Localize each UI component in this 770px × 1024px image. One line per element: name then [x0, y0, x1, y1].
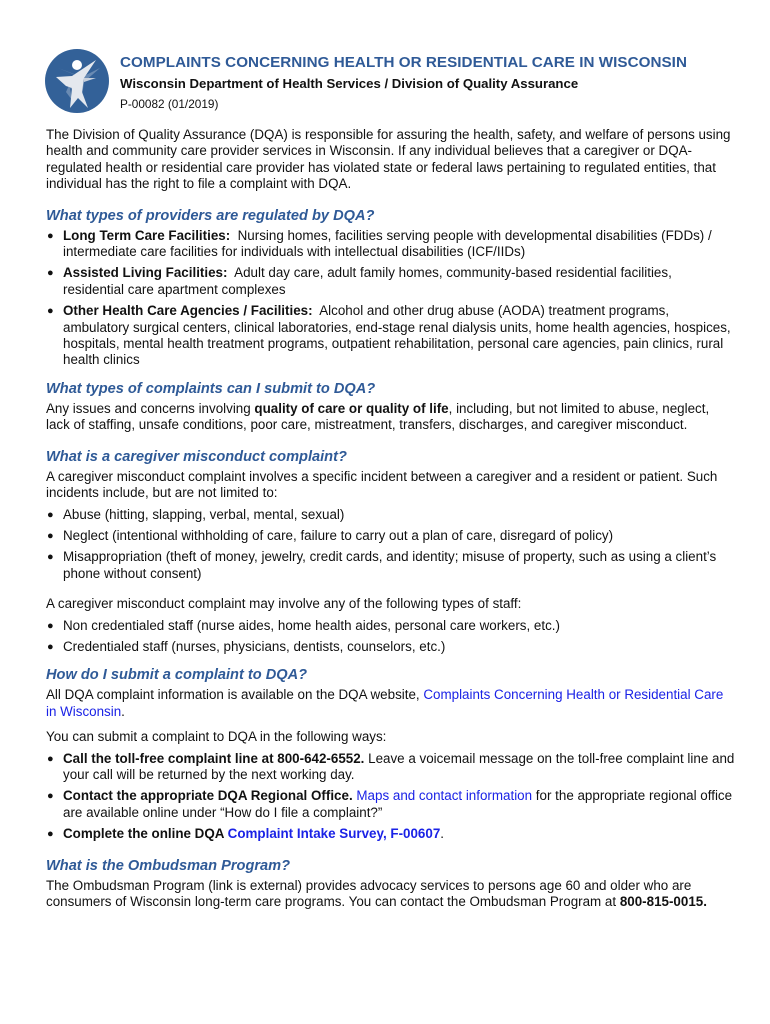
text: All DQA complaint information is available on the DQA website,	[46, 687, 424, 703]
header-text	[120, 54, 687, 111]
item-label: Long Term Care Facilities:	[63, 227, 231, 243]
bullet-icon: ●	[47, 640, 54, 653]
item-text: for the appropriate regional office are available online under “How do I file a complaint?”	[63, 788, 733, 820]
list-item	[46, 788, 736, 821]
bullet-icon: ●	[47, 305, 54, 318]
bullet-icon: ●	[47, 529, 54, 542]
section-heading: What is a caregiver misconduct complaint?	[46, 448, 347, 465]
incident-list	[46, 507, 736, 583]
item-label: Call the toll-free complaint line at 800-642-6552.	[63, 750, 365, 766]
staff-list	[46, 618, 736, 656]
item-label: Contact the appropriate DQA Regional Office.	[63, 788, 353, 804]
list-item	[46, 507, 736, 523]
item-text: Neglect (intentional withholding of care, failure to carry out a plan of care, disregard of policy)	[63, 527, 614, 543]
bullet-icon: ●	[47, 619, 54, 632]
item-label: Assisted Living Facilities:	[63, 265, 228, 281]
bullet-icon: ●	[47, 267, 54, 280]
item-text: Abuse (hitting, slapping, verbal, mental, sexual)	[63, 506, 345, 522]
bullet-icon: ●	[47, 790, 54, 803]
section-heading: What is the Ombudsman Program?	[46, 857, 291, 874]
bullet-icon: ●	[47, 508, 54, 521]
document-header	[44, 48, 734, 118]
submission-ways-list	[46, 751, 736, 843]
provider-list	[46, 228, 736, 369]
item-text: Leave a voicemail message on the toll-free complaint line and your call will be returned by the next working day.	[63, 750, 735, 782]
text: .	[121, 703, 125, 719]
document-body	[46, 127, 736, 921]
document-title: COMPLAINTS CONCERNING HEALTH OR RESIDENTIAL CARE IN WISCONSIN	[120, 54, 687, 71]
item-text: Non credentialed staff (nurse aides, home health aides, personal care workers, etc.)	[63, 617, 560, 633]
intro-paragraph: The Division of Quality Assurance (DQA) is responsible for assuring the health, safety, and welfare of persons using health and community care provider services in Wisconsin. If any individual believes that a caregiver or DQA-regulated health or residential care provider has violated state or federal laws pertaining to regulated entities, that individual has the right to file a complaint with DQA.	[46, 127, 731, 192]
section-complaint-types	[46, 380, 736, 434]
list-item	[46, 228, 736, 261]
text: The Ombudsman Program (link is external) provides advocacy services to persons age 60 and older who are consumers of Wisconsin long-term care programs. You can contact the Ombudsman Program at	[46, 877, 692, 909]
ways-intro: You can submit a complaint to DQA in the following ways:	[46, 729, 387, 745]
item-text: .	[440, 826, 444, 842]
section-heading: What types of complaints can I submit to DQA?	[46, 380, 376, 397]
list-item	[46, 303, 736, 369]
bullet-icon: ●	[47, 551, 54, 564]
complaint-types-paragraph	[46, 401, 736, 434]
item-label: Complete the online DQA	[63, 826, 228, 842]
ombudsman-phone: 800-815-0015.	[619, 894, 707, 909]
section-heading: How do I submit a complaint to DQA?	[46, 667, 308, 684]
website-paragraph	[46, 687, 736, 720]
spacer	[46, 720, 736, 729]
list-item	[46, 528, 736, 544]
staff-intro: A caregiver misconduct complaint may involve any of the following types of staff:	[46, 596, 522, 612]
item-label: Other Health Care Agencies / Facilities:	[63, 303, 313, 319]
bullet-icon: ●	[47, 229, 54, 242]
document-subtitle: Wisconsin Department of Health Services / Division of Quality Assurance	[120, 76, 579, 91]
list-item	[46, 549, 736, 582]
misconduct-intro: A caregiver misconduct complaint involves a specific incident between a caregiver and a resident or patient. Such incidents include, but are not limited to:	[46, 468, 718, 501]
section-caregiver-misconduct	[46, 448, 736, 656]
list-item	[46, 639, 736, 655]
section-ombudsman	[46, 857, 736, 911]
section-providers	[46, 207, 736, 369]
list-item	[46, 751, 736, 784]
document-id: P-00082 (01/2019)	[120, 97, 219, 111]
list-item	[46, 826, 736, 842]
maps-contact-link[interactable]: Maps and contact information	[356, 788, 533, 804]
emphasis-text: quality of care or quality of life	[254, 400, 449, 416]
text: Any issues and concerns involving	[46, 400, 255, 416]
wisconsin-dhs-logo-icon	[44, 48, 110, 114]
bullet-icon: ●	[47, 752, 54, 765]
item-text: Alcohol and other drug abuse (AODA) treatment programs, ambulatory surgical centers, clinical laboratories, end-stage renal dialysis units, home health agencies, hospices, hospitals, mental health treatment programs, outpatient rehabilitation, personal care agencies, pain clinics, rural health clinics	[63, 303, 735, 368]
dqa-website-link[interactable]: Complaints Concerning Health or Residential Care in Wisconsin	[46, 687, 724, 719]
item-text: Adult day care, adult family homes, community-based residential facilities, residential care apartment complexes	[63, 265, 676, 297]
complaint-intake-survey-link[interactable]: Complaint Intake Survey, F-00607	[227, 826, 441, 842]
item-text: Credentialed staff (nurses, physicians, dentists, counselors, etc.)	[63, 638, 446, 654]
section-heading: What types of providers are regulated by DQA?	[46, 207, 375, 224]
list-item	[46, 265, 736, 298]
ombudsman-paragraph	[46, 878, 736, 911]
text: , including, but not limited to abuse, neglect, lack of staffing, unsafe conditions, poor care, mistreatment, transfers, discharges, and caregiver misconduct.	[46, 400, 710, 433]
spacer	[46, 587, 736, 596]
section-submit-complaint	[46, 666, 736, 842]
bullet-icon: ●	[47, 828, 54, 841]
list-item	[46, 618, 736, 634]
item-text: Misappropriation (theft of money, jewelry, credit cards, and identity; misuse of property, such as using a client’s phone without consent)	[63, 549, 717, 581]
item-text: Nursing homes, facilities serving people with developmental disabilities (FDDs) / intermediate care facilities for individuals with intellectual disabilities (ICF/IIDs)	[63, 227, 716, 260]
